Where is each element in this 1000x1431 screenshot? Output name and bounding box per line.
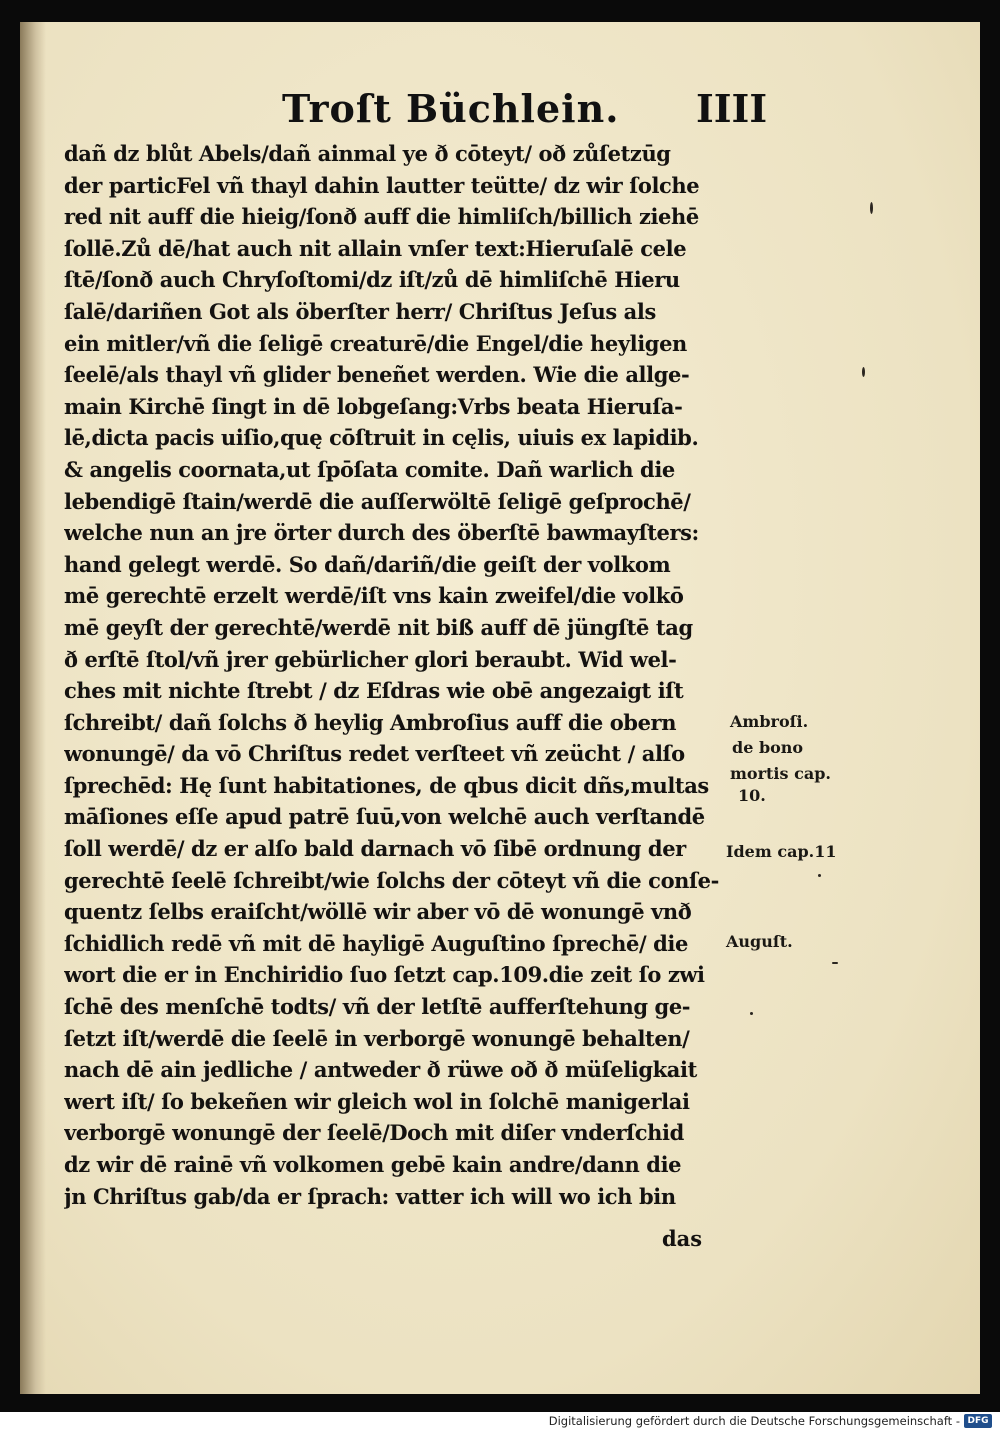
text-line: nach dē ain jedliche / antweder ð rüwe oð ð müſeligkait — [64, 1057, 697, 1083]
marginal-note-augustinus: Auguſt. — [726, 932, 793, 951]
catchword: das — [662, 1226, 703, 1251]
text-line: ð erſtē ſtol/vñ jrer gebürlicher glori beraubt. Wid wel- — [64, 646, 677, 672]
text-line: & angelis coornata,ut ſpōſata comite. Dañ warlich die — [64, 456, 675, 482]
text-line: main Kirchē ſingt in dē lobgeſang:Vrbs beata Hieruſa- — [64, 393, 683, 419]
text-line: wonungē/ da vō Chriſtus redet verſteet vñ zeücht / alſo — [64, 741, 685, 767]
ink-speck — [870, 202, 873, 214]
text-line: mē gerechtē erzelt werdē/iſt vns kain zweifel/die volkō — [64, 583, 684, 609]
ink-speck — [818, 874, 821, 877]
text-line: dz wir dē rainē vñ volkomen gebē kain andre/dann die — [64, 1152, 682, 1177]
running-title: Troſt Büchlein. — [282, 86, 620, 131]
text-line: ſeelē/als thayl vñ glider beneñet werden. Wie die allge- — [64, 362, 690, 388]
text-line: ſalē/dariñen Got als öberſter herr/ Chriſtus Jeſus als — [64, 298, 656, 324]
page-gutter — [20, 22, 46, 1394]
text-line: lē,dicta pacis uiſio,quę cōſtruit in cęlis, uiuis ex lapidib. — [64, 425, 699, 451]
marginal-note-mortis-cap: mortis cap. — [730, 764, 831, 783]
text-line: hand gelegt werdē. So dañ/dariñ/die geiſt der volkom — [64, 551, 671, 577]
text-line: ſchidlich redē vñ mit dē hayligē Auguſtino ſprechē/ die — [64, 930, 688, 956]
ink-speck — [750, 1012, 753, 1015]
text-line: gerechtē ſeelē ſchreibt/wie ſolchs der cōteyt vñ die conſe- — [64, 867, 719, 893]
text-line: red nit auff die hieig/ſonð auff die himliſch/billich ziehē — [64, 204, 699, 230]
footer-credit: Digitalisierung gefördert durch die Deutsche Forschungsgemeinschaft - — [548, 1414, 960, 1428]
text-line: ſetzt iſt/werdē die ſeelē in verborgē wonungē behalten/ — [64, 1025, 690, 1051]
text-line: ſoll werdē/ dz er alſo bald darnach vō ſibē ordnung der — [64, 836, 686, 862]
text-line: jn Chriſtus gab/da er ſprach: vatter ich will wo ich bin — [64, 1183, 676, 1209]
footer-bar — [0, 1412, 1000, 1431]
text-line: ches mit nichte ſtrebt / dz Eſdras wie obē angezaigt iſt — [64, 678, 684, 704]
marginal-note-de-bono: de bono — [732, 738, 804, 757]
marginal-note-chapter-ten: 10. — [738, 786, 766, 805]
dfg-logo: DFG — [964, 1414, 992, 1428]
text-line: verborgē wonungē der ſeelē/Doch mit diſer vnderſchid — [64, 1120, 684, 1146]
text-line: ſollē.Zů dē/hat auch nit allain vnſer text:Hieruſalē cele — [64, 235, 687, 261]
text-line: der particFel vñ thayl dahin lautter teütte/ dz wir ſolche — [64, 172, 700, 198]
marginal-note-ambrosius: Ambroſi. — [730, 712, 809, 731]
text-line: wort die er in Enchiridio ſuo ſetzt cap.109.die zeit ſo zwi — [64, 962, 705, 988]
text-line: wert iſt/ ſo bekeñen wir gleich wol in ſolchē manigerlai — [64, 1088, 690, 1114]
text-line: welche nun an jre örter durch des öberſtē bawmayſters: — [64, 520, 699, 546]
text-line: lebendigē ſtain/werdē die auſſerwöltē ſeligē geſprochē/ — [64, 488, 691, 514]
text-line: ſchreibt/ dañ ſolchs ð heylig Ambroſius auff die obern — [64, 709, 677, 735]
text-line: māſiones eſſe apud patrē ſuū,von welchē auch verſtandē — [64, 804, 705, 830]
body-text — [64, 138, 764, 1212]
book-page — [20, 22, 980, 1394]
ink-speck — [832, 962, 838, 964]
ink-speck — [862, 367, 865, 377]
text-line: dañ dz blůt Abels/dañ ainmal ye ð cōteyt/ oð zůſetzūg — [64, 141, 671, 166]
folio-number: IIII — [696, 86, 768, 131]
marginal-note-idem-cap: Idem cap.11 — [726, 842, 837, 861]
text-line: mē geyſt der gerechtē/werdē nit biß auff dē jüngſtē tag — [64, 614, 693, 640]
text-line: quentz ſelbs eraiſcht/wöllē wir aber vō dē wonungē vnð — [64, 899, 692, 925]
text-line: ſtē/ſonð auch Chryſoſtomi/dz iſt/zů dē himliſchē Hieru — [64, 267, 680, 293]
text-line: ſchē des menſchē todts/ vñ der letſtē aufferſtehung ge- — [64, 994, 691, 1020]
text-line: ſprechēd: Hę ſunt habitationes, de qbus dicit dñs,multas — [64, 772, 709, 798]
text-line: ein mitler/vñ die ſeligē creaturē/die Engel/die heyligen — [64, 330, 687, 356]
